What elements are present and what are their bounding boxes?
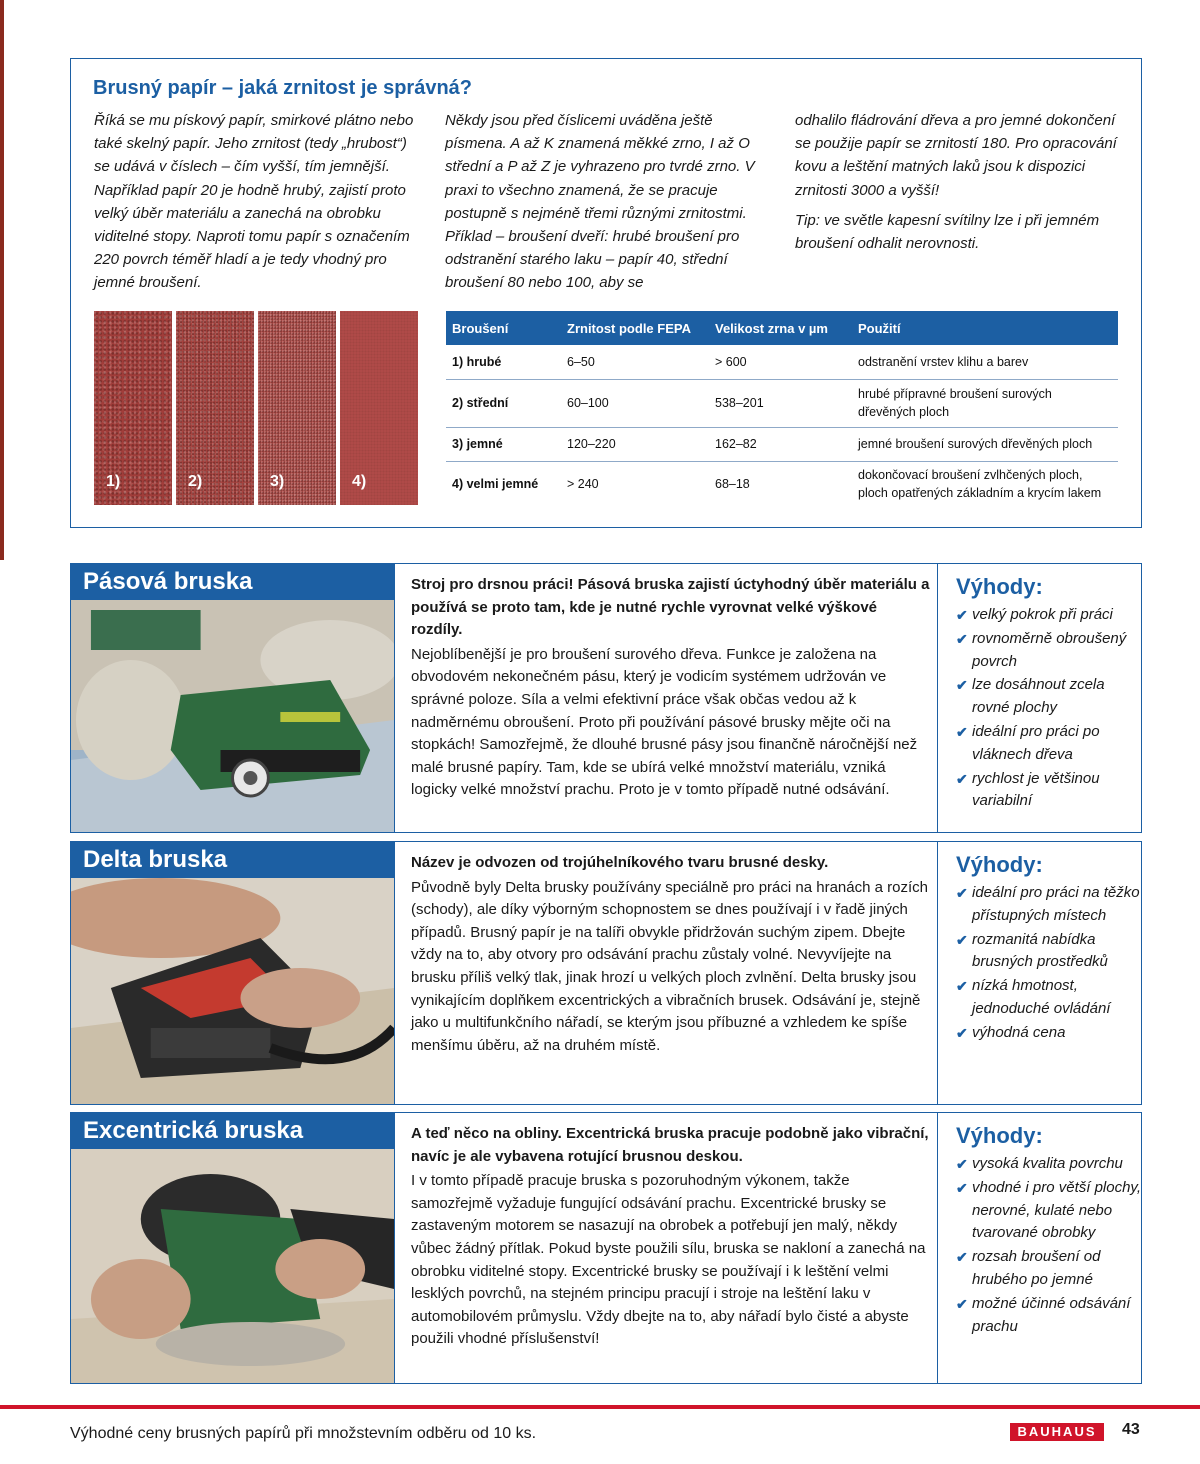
page-edge-bar (0, 0, 4, 560)
table-header: Zrnitost podle FEPA (561, 311, 709, 345)
section-lead: Stroj pro drsnou práci! Pásová bruska zajistí úctyhodný úběr materiálu a používá se proto tam, kde je nutné rychle vyrovnat velké výškové rozdíly. (411, 576, 930, 639)
table-row (446, 379, 1118, 427)
checkmark-icon: ✔ (956, 607, 968, 623)
checkmark-icon: ✔ (956, 723, 968, 740)
list-item: ✔ nízká hmotnost, jednoduché ovládání (956, 977, 1111, 1017)
section-body: Původně byly Delta brusky používány speciálně pro práci na hranách a rozích (schody), ale díky výborným schopnostem se dnes používají i v řadě jiných případů. Brusný papír je na talíři obvykle přidržován suchým zipem. Dbejte vždy na to, aby otvory pro odsávání prachu zůstaly volné. Nevyvíjejte na brusku příliš velký tlak, jinak hrozí u velkých ploch zvlnění. Delta brusky jsou vynikajícím doplňkem excentrických a vibračních brusek. Odsávání je, stejně jako u multifunkčního nářadí, se kterým jsou příbuzné a vzhledem ke spíše menšímu úběru, až na druhém místě. (411, 878, 928, 1054)
checkmark-icon: ✔ (956, 770, 968, 787)
table-cell: > 240 (567, 477, 599, 492)
section-title: Pásová bruska (71, 564, 394, 600)
list-item: ✔ rozsah broušení od hrubého po jemné (956, 1248, 1101, 1288)
checkmark-icon: ✔ (956, 677, 968, 694)
sandpaper-info-box (70, 58, 1142, 528)
section-lead: Název je odvozen od trojúhelníkového tvaru brusné desky. (411, 854, 829, 871)
list-item: ✔ rozmanitá nabídka brusných prostředků (956, 930, 1108, 971)
table-row (446, 461, 1118, 507)
info-column-2: Někdy jsou před číslicemi uváděna ještě písmena. A až K znamená měkké zrno, I až O střední a P až Z je vyhrazeno pro tvrdé zrno. V praxi to všechno znamená, že se pracuje postupně s nejméně třemi různými zrnitostmi. Příklad – broušení dveří: hrubé broušení pro odstranění starého laku – papír 40, střední broušení 80 nebo 100, aby se (445, 112, 755, 292)
checkmark-icon: ✔ (956, 1024, 968, 1041)
list-item: ✔ ideální pro práci na těžko přístupných místech (956, 884, 1140, 924)
advantages-panel (937, 564, 1141, 832)
checkmark-icon: ✔ (956, 630, 968, 647)
section-body: Nejoblíbenější je pro broušení surového dřeva. Funkce je založena na obvodovém nekonečném pásu, který je vodicím systémem udržován ve správné poloze. Síla a velmi efektivní práce však občas vedou až k nadměrnému obroušení. Proto při používání pásové brusky mějte oči na stopkách! Samozřejmě, že dlouhé brusné pásy jsou finančně náročnější než malé brusné papíry. Tam, kde se ubírá velké množství materiálu, vzniká logicky velké množství prachu. Proto je v tomto případě nutné odsávání. (411, 645, 918, 799)
info-column-1: Říká se mu pískový papír, smirkové plátno nebo také skelný papír. Jeho zrnitost (tedy „hrubost“) se udává v číslech – čím vyšší, tím jemnější. Například papír 20 je hodně hrubý, zajistí proto velký úběr materiálu a zanechá na obrobku viditelné stopy. Naproti tomu papír s označením 220 povrch téměř hladí a je tedy vhodný pro jemné broušení. (94, 112, 414, 292)
section-description (411, 852, 931, 1057)
table-cell: 2) střední (446, 379, 561, 427)
info-column-3: odhalilo fládrování dřeva a pro jemné dokončení se použije papír se zrnitostí 180. Pro opracování kovu a leštění matných laků jsou k dispozici zrnitosti 3000 a vyšší! Tip: ve světle kapesní svítilny lze i při jemném broušení odhalit nerovnosti. (795, 109, 1125, 255)
section-description (411, 574, 931, 802)
list-item: ✔ ideální pro práci po vláknech dřeva (956, 722, 1100, 763)
table-cell: > 600 (709, 345, 852, 379)
table-cell: dokončovací broušení zvlhčených ploch, ploch opatřených základním a krycím lakem (858, 468, 1102, 501)
section-image-panel (71, 1113, 395, 1383)
section-title: Excentrická bruska (71, 1113, 394, 1149)
footer-note: Výhodné ceny brusných papírů při množstevním odběru od 10 ks. (70, 1425, 537, 1442)
table-cell: 538–201 (709, 379, 852, 427)
delta-sander-section (70, 841, 1142, 1105)
checkmark-icon: ✔ (956, 931, 968, 948)
section-body: I v tomto případě pracuje bruska s pozoruhodným výkonem, takže samozřejmě vyžaduje fungující odsávání prachu. Excentrické brusky se zastaveným motorem se nasazují na obrobek a potřebují jen malý, někdy vůbec žádný přítlak. Pokud byste použili sílu, bruska se nakloní a zanechá na obrobku viditelné stopy. Excentrické brusky se používají i k leštění velmi lesklých povrchů, na stejném principu pracují i stroje na leštění laku v automobilovém průmyslu. Vždy dbejte na to, aby nářadí bylo čisté a abyste použili vhodné příslušenství! (411, 1172, 926, 1348)
belt-sander-photo (71, 600, 394, 832)
list-item: ✔ velký pokrok při práci (956, 604, 1141, 627)
table-header: Použití (852, 311, 1118, 345)
belt-sander-section (70, 563, 1142, 833)
checkmark-icon: ✔ (956, 885, 968, 901)
tip-text: Tip: ve světle kapesní svítilny lze i při jemném broušení odhalit nerovnosti. (795, 211, 1100, 253)
page-number: 43 (1122, 1421, 1140, 1438)
belt-sander-illustration (71, 600, 394, 832)
orbital-sander-section (70, 1112, 1142, 1384)
orbital-sander-photo (71, 1149, 394, 1383)
checkmark-icon: ✔ (956, 1295, 968, 1312)
section-image-panel (71, 564, 395, 832)
grit-table (446, 311, 1118, 507)
advantages-panel (937, 842, 1141, 1104)
list-item: ✔ rovnoměrně obroušený povrch (956, 629, 1127, 670)
sandpaper-swatch-very-fine: 4) (340, 311, 418, 505)
list-item: ✔ vhodné i pro větší plochy, nerovné, kulaté nebo tvarované obrobky (956, 1178, 1141, 1242)
list-item: ✔ rychlost je většinou variabilní (956, 769, 1100, 810)
footer-divider (0, 1405, 1200, 1409)
advantages-list (956, 1153, 1141, 1338)
table-cell: 1) hrubé (446, 345, 561, 379)
info-title: Brusný papír – jaká zrnitost je správná? (93, 77, 473, 99)
checkmark-icon: ✔ (956, 1249, 968, 1266)
advantages-list (956, 604, 1141, 813)
table-cell: 4) velmi jemné (452, 477, 539, 492)
list-item: ✔ vysoká kvalita povrchu (956, 1153, 1141, 1176)
table-cell: odstranění vrstev klihu a barev (852, 345, 1118, 379)
list-item: ✔ lze dosáhnout zcela rovné plochy (956, 676, 1105, 717)
section-image-panel (71, 842, 395, 1104)
table-row (446, 345, 1118, 379)
table-header: Broušení (446, 311, 561, 345)
sandpaper-swatch-coarse: 1) (94, 311, 172, 505)
advantages-title: Výhody: (956, 852, 1043, 877)
checkmark-icon: ✔ (956, 978, 968, 995)
advantages-title: Výhody: (956, 574, 1043, 599)
checkmark-icon: ✔ (956, 1179, 968, 1196)
sandpaper-swatch-medium: 2) (176, 311, 254, 505)
table-cell: 120–220 (561, 427, 709, 461)
table-cell: hrubé přípravné broušení surových dřevěných ploch (852, 379, 1118, 427)
table-cell: 6–50 (561, 345, 709, 379)
table-cell: 68–18 (715, 477, 750, 492)
delta-sander-illustration (71, 878, 394, 1104)
advantages-title: Výhody: (956, 1123, 1043, 1148)
section-description (411, 1123, 931, 1351)
table-cell: 162–82 (709, 427, 852, 461)
section-lead: A teď něco na obliny. Excentrická bruska pracuje podobně jako vibrační, navíc je ale vybavena rotující brusnou deskou. (411, 1125, 929, 1165)
list-item: ✔ možné účinné odsávání prachu (956, 1294, 1131, 1335)
list-item: ✔ výhodná cena (956, 1022, 1141, 1045)
table-cell: 3) jemné (446, 427, 561, 461)
checkmark-icon: ✔ (956, 1156, 968, 1172)
section-title: Delta bruska (71, 842, 394, 878)
advantages-panel (937, 1113, 1141, 1383)
sandpaper-swatches (94, 311, 414, 505)
delta-sander-photo (71, 878, 394, 1104)
table-row (446, 427, 1118, 461)
table-cell: jemné broušení surových dřevěných ploch (852, 427, 1118, 461)
table-header: Velikost zrna v µm (709, 311, 852, 345)
sandpaper-swatch-fine: 3) (258, 311, 336, 505)
table-header-row (446, 311, 1118, 345)
bauhaus-logo: BAUHAUS (1010, 1423, 1104, 1441)
orbital-sander-illustration (71, 1149, 394, 1383)
advantages-list (956, 882, 1141, 1045)
table-cell: 60–100 (561, 379, 709, 427)
